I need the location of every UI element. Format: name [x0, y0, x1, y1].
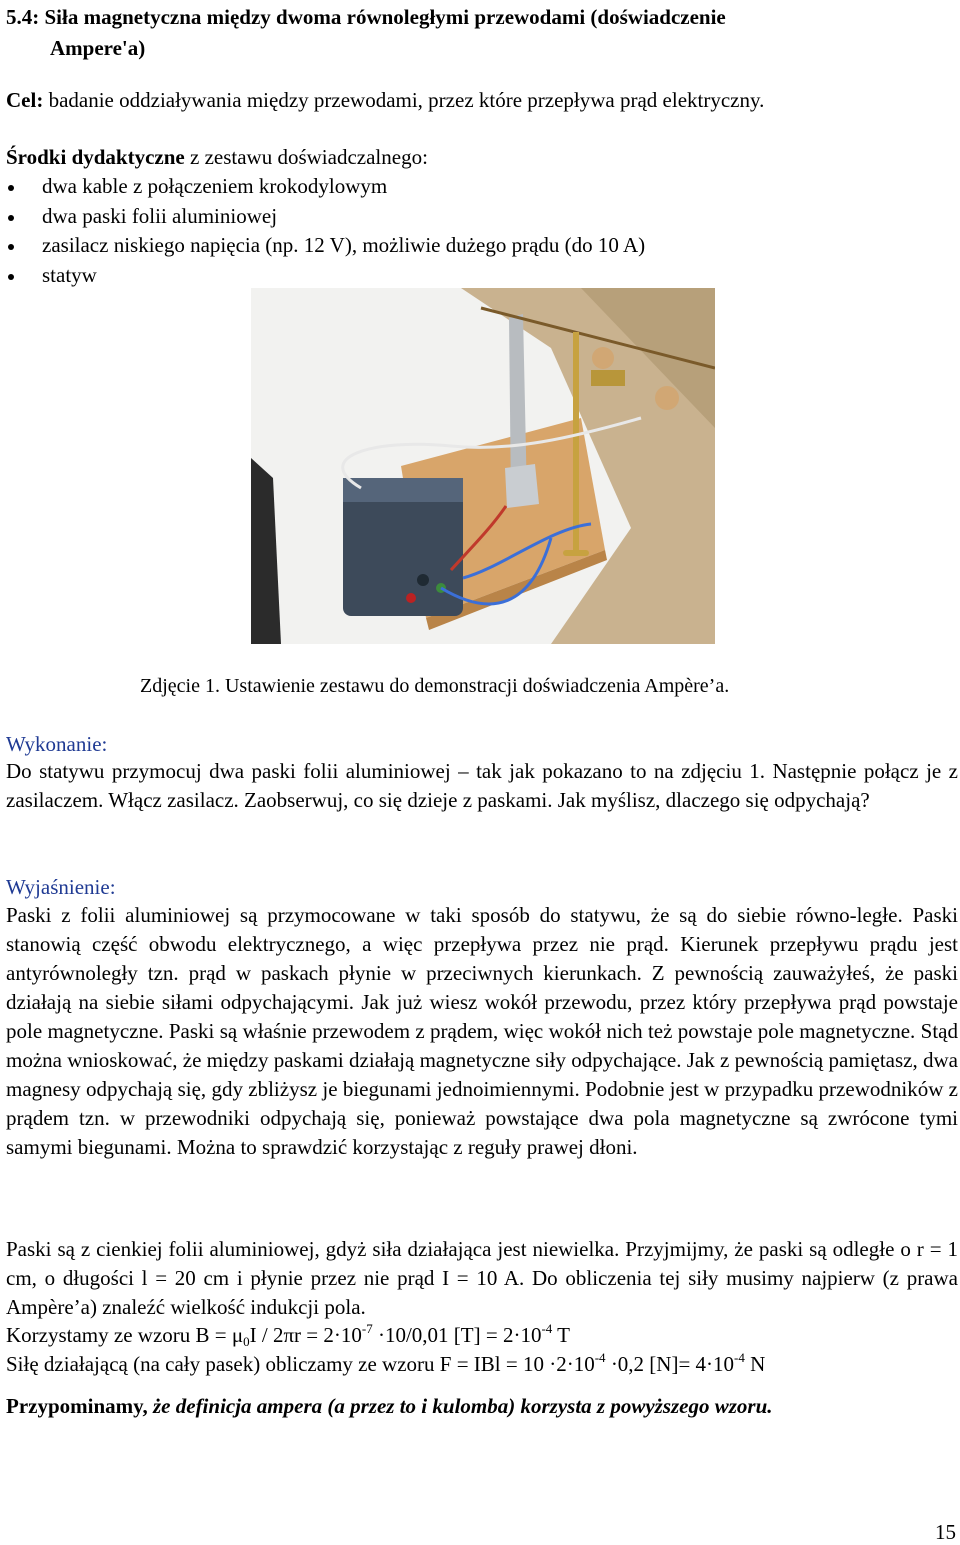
- explanation-heading: Wyjaśnienie:: [6, 875, 116, 899]
- formula-exponent: -4: [734, 1350, 745, 1365]
- reminder-note: [6, 1392, 958, 1421]
- formula-text: I / 2πr = 2·10: [249, 1323, 362, 1347]
- experiment-photo-illustration: [251, 288, 715, 644]
- formula-text: Korzystamy ze wzoru B = μ: [6, 1323, 244, 1347]
- formula-text: ·0,2 [N]= 4·10: [605, 1352, 735, 1376]
- formula-exponent: -4: [541, 1321, 553, 1336]
- means-text: z zestawu doświadczalnego:: [184, 145, 428, 169]
- photo-caption: Zdjęcie 1. Ustawienie zestawu do demonstracji doświadczenia Ampère’a.: [140, 675, 730, 697]
- explanation-paragraph: Paski z folii aluminiowej są przymocowane w taki sposób do statywu, że są do siebie równo-ległe. Paski stanowią część obwodu elektrycznego, a więc przepływa przez nie prąd. Kierunek przepływu prądu jest antyrównoległy tzn. prąd w paskach płynie w przeciwnych kierunkach. Z pewnością zauważyłeś, że paski działają na siebie siłami odpychającymi. Jak już wiesz wokół przewodu, przez który przepływa prąd powstaje pole magnetyczne. Paski są właśnie przewodem z prądem, więc wokół nich też powstaje pole magnetyczne. Stąd można wnioskować, że między paskami działają magnetyczne siły odpychające. Jak z pewnością pamiętasz, dwa magnesy odpychają się, gdy zbliżysz je biegunami jednoimiennymi. Podobnie jest w przypadku przewodników z prądem tzn. w przewodniki odpychają się, ponieważ powstające dwa pola magnetyczne są zwrócone tymi samymi biegunami. Można to sprawdzić korzystając z reguły prawej dłoni.: [6, 903, 958, 1159]
- formula-exponent: -4: [594, 1350, 606, 1365]
- list-item: dwa kable z połączeniem krokodylowym: [6, 172, 645, 202]
- execution-paragraph: Do statywu przymocuj dwa paski folii aluminiowej – tak jak pokazano to na zdjęciu 1. Następnie połącz je z zasilaczem. Włącz zasilacz. Zaobserwuj, co się dzieje z paskami. Jak myślisz, dlaczego się odpychają?: [6, 759, 958, 812]
- goal-paragraph: [6, 86, 958, 115]
- calculation-paragraph: Paski są z cienkiej folii aluminiowej, gdyż siła działająca jest niewielka. Przyjmijmy, że paski są odległe o r = 1 cm, o długości l = 20 cm i płynie przez nie prąd I = 10 A. Do obliczenia tej siły musimy najpierw (z prawa Ampère’a) znaleźć wielkość indukcji pola.: [6, 1237, 958, 1319]
- formula-text: ·10/0,01 [T] = 2·10: [372, 1323, 542, 1347]
- experiment-photo: [251, 288, 715, 644]
- section-title-line1: 5.4: Siła magnetyczna między dwoma równoległymi przewodami (doświadczenie: [6, 5, 726, 29]
- page-number: 15: [935, 1520, 956, 1544]
- formula-text: N: [744, 1352, 766, 1376]
- formula-text: Siłę działającą (na cały pasek) obliczamy ze wzoru F = IBl = 10 ·2·10: [6, 1352, 595, 1376]
- formula-subscript: 0: [243, 1334, 250, 1349]
- formula-exponent: -7: [361, 1321, 373, 1336]
- formula-induction: [6, 1321, 958, 1350]
- section-title-line2: Ampere'a): [50, 36, 146, 60]
- means-label: Środki dydaktyczne: [6, 145, 185, 169]
- list-item: zasilacz niskiego napięcia (np. 12 V), możliwie dużego prądu (do 10 A): [6, 231, 645, 261]
- goal-text: badanie oddziaływania między przewodami, przez które przepływa prąd elektryczny.: [43, 88, 765, 112]
- means-list: [6, 172, 645, 290]
- execution-heading: Wykonanie:: [6, 732, 108, 756]
- formula-text: T: [552, 1323, 571, 1347]
- goal-label: Cel:: [6, 88, 44, 112]
- list-item: statyw: [6, 261, 645, 291]
- section-title: [6, 2, 906, 64]
- list-item: dwa paski folii aluminiowej: [6, 202, 645, 232]
- reminder-text: że definicja ampera (a przez to i kulomba) korzysta z powyższego wzoru.: [153, 1394, 773, 1418]
- means-heading: [6, 143, 958, 172]
- reminder-label: Przypominamy,: [6, 1394, 153, 1418]
- formula-force: [6, 1350, 958, 1379]
